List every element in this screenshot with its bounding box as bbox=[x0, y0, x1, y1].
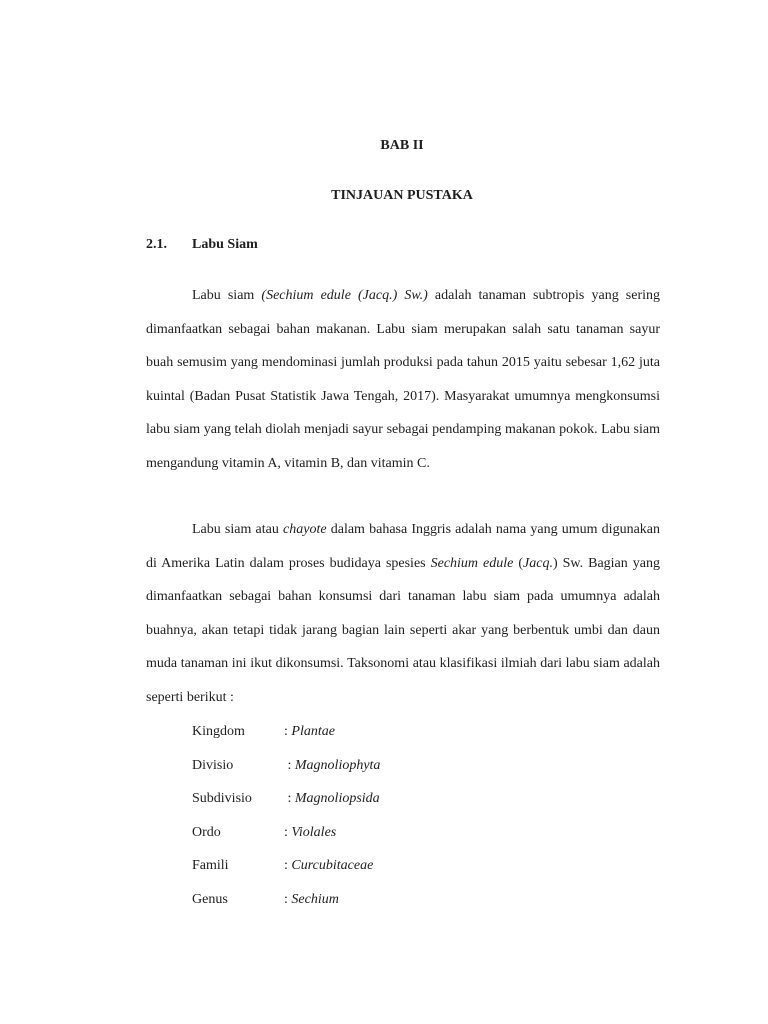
section-title: Labu Siam bbox=[192, 237, 258, 252]
taxonomy-row bbox=[192, 758, 492, 778]
text-run: Labu siam atau bbox=[192, 522, 284, 537]
taxonomy-rank: Subdivisio bbox=[192, 791, 252, 806]
taxonomy-value: Sechium bbox=[291, 892, 339, 907]
italic-term: chayote bbox=[283, 522, 327, 537]
taxonomy-value: Curcubitaceae bbox=[291, 858, 374, 873]
taxonomy-value: Violales bbox=[291, 825, 337, 840]
taxonomy-separator: : bbox=[284, 724, 292, 739]
text-run: ) Sw. Bagian yang dimanfaatkan sebagai bahan konsumsi dari tanaman labu siam pada umumnya adalah buahnya, akan tetapi tidak jarang bagian lain seperti akar yang berbentuk umbi dan daun muda tanaman ini ikut dikonsumsi. Taksonomi atau klasifikasi ilmiah dari labu siam adalah seperti berikut : bbox=[146, 555, 660, 705]
paragraph-intro bbox=[146, 279, 660, 481]
taxonomy-value: Plantae bbox=[291, 724, 335, 739]
text-run: dalam bahasa Inggris adalah nama yang umum digunakan di Amerika Latin dalam proses budidaya spesies bbox=[146, 522, 660, 571]
taxonomy-row bbox=[192, 858, 492, 878]
taxonomy-rank: Ordo bbox=[192, 825, 221, 840]
taxonomy-separator: : bbox=[284, 791, 295, 806]
text-run: Labu siam bbox=[192, 288, 262, 303]
scientific-name: (Sechium edule (Jacq.) Sw.) bbox=[261, 288, 428, 303]
taxonomy-row bbox=[192, 892, 492, 912]
chapter-heading: BAB II bbox=[380, 138, 424, 153]
taxonomy-rank: Divisio bbox=[192, 758, 234, 773]
taxonomy-row bbox=[192, 791, 492, 811]
text-run: ( bbox=[513, 555, 524, 571]
paragraph-chayote bbox=[146, 513, 660, 715]
taxonomy-value: Magnoliophyta bbox=[294, 758, 381, 773]
taxonomy-value: Magnoliopsida bbox=[294, 791, 380, 806]
section-heading bbox=[146, 237, 258, 253]
section-number: 2.1. bbox=[146, 237, 167, 252]
text-run: adalah tanaman subtropis yang sering dimanfaatkan sebagai bahan makanan. Labu siam merupakan salah satu tanaman sayur buah semusim yang mendominasi jumlah produksi pada tahun 2015 yaitu sebesar 1,62 juta kuintal (Badan Pusat Statistik Jawa Tengah, 2017). Masyarakat umumnya mengkonsumsi labu siam yang telah diolah menjadi sayur sebagai pendamping makanan pokok. Labu siam mengandung vitamin A, vitamin B, dan vitamin C. bbox=[146, 288, 660, 471]
taxonomy-rank: Famili bbox=[192, 858, 229, 873]
taxonomy-separator: : bbox=[284, 825, 292, 840]
chapter-title: TINJAUAN PUSTAKA bbox=[331, 188, 473, 203]
taxonomy-row bbox=[192, 825, 492, 845]
taxonomy-rank: Genus bbox=[192, 892, 228, 907]
scientific-name: Sechium edule bbox=[430, 555, 514, 571]
taxonomy-separator: : bbox=[284, 758, 295, 773]
taxonomy-separator: : bbox=[284, 858, 292, 873]
author-abbrev: Jacq. bbox=[523, 555, 553, 571]
taxonomy-separator: : bbox=[284, 892, 292, 907]
taxonomy-rank: Kingdom bbox=[192, 724, 245, 739]
taxonomy-row bbox=[192, 724, 492, 744]
